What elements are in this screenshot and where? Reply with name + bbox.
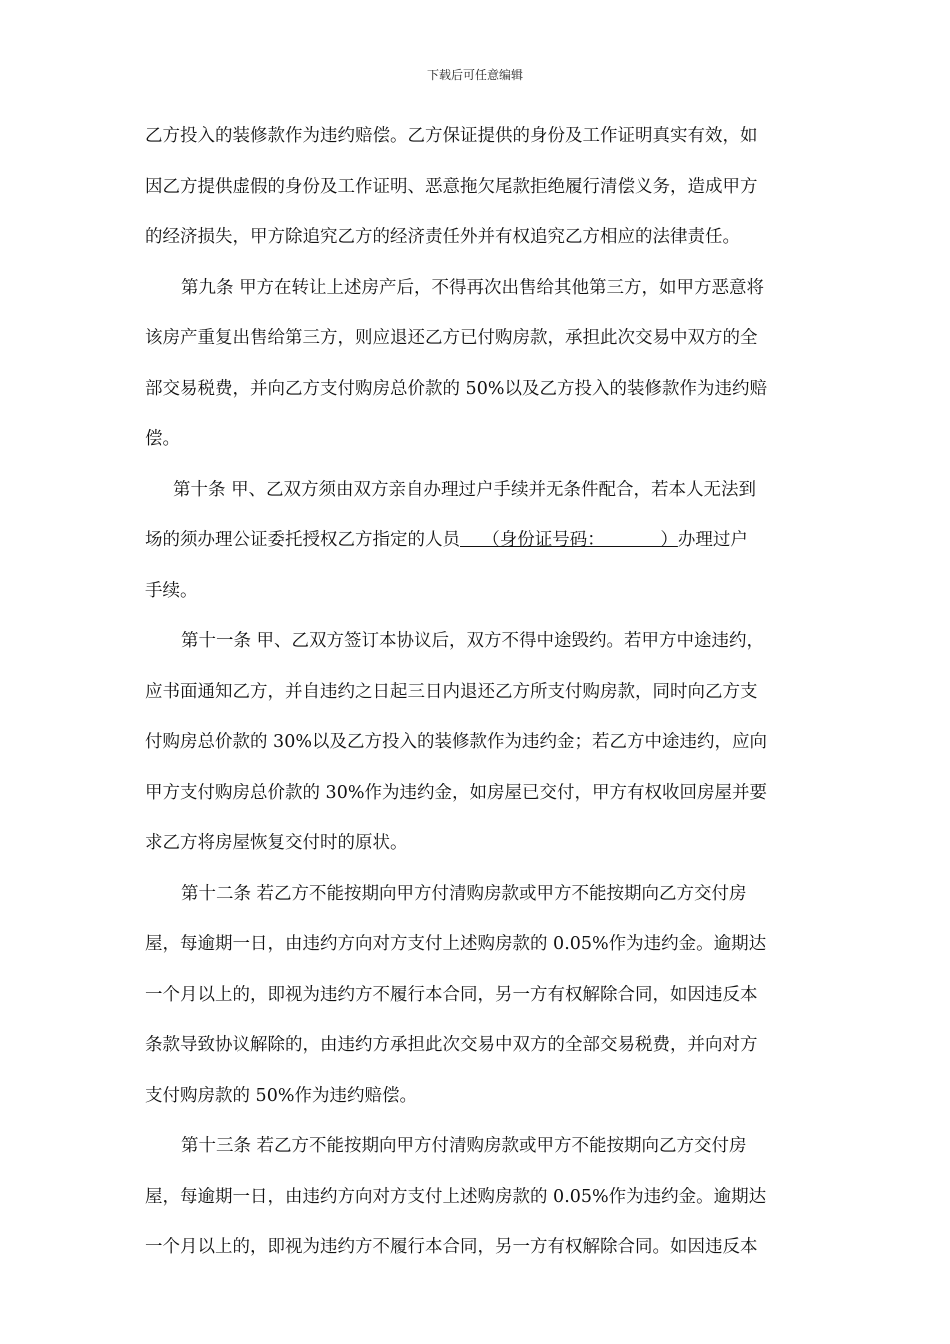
- line-text: 一个月以上的，即视为违约方不履行本合同，另一方有权解除合同，如因违反本: [145, 984, 758, 1005]
- text-line: [145, 825, 825, 876]
- text-line: [145, 573, 825, 624]
- line-text: 该房产重复出售给第三方，则应退还乙方已付购房款，承担此次交易中双方的全: [145, 328, 758, 348]
- underlined-blank: （身份证号码： ）: [460, 530, 678, 550]
- text-line: [145, 775, 825, 826]
- text-line: [145, 421, 825, 472]
- text-line: [145, 371, 825, 422]
- line-text: 办理过户: [677, 530, 748, 550]
- line-text: 第九条 甲方在转让上述房产后，不得再次出售给其他第三方，如甲方恶意将: [181, 277, 765, 298]
- line-text: 屋，每逾期一日，由违约方向对方支付上述购房款的 0.05%作为违约金。逾期达: [145, 1186, 767, 1207]
- line-text: 部交易税费，并向乙方支付购房总价款的 50%以及乙方投入的装修款作为违约赔: [145, 378, 767, 399]
- line-text: 应书面通知乙方，并自违约之日起三日内退还乙方所支付购房款，同时向乙方支: [145, 681, 758, 702]
- line-text: 付购房总价款的 30%以及乙方投入的装修款作为违约金；若乙方中途违约，应向: [145, 732, 767, 752]
- text-line: [145, 1128, 825, 1179]
- line-text: 第十三条 若乙方不能按期向甲方付清购房款或甲方不能按期向乙方交付房: [181, 1136, 747, 1156]
- text-line: [145, 977, 825, 1028]
- text-line: [145, 926, 825, 977]
- line-text: 手续。: [145, 580, 198, 601]
- text-line: [145, 674, 825, 725]
- line-text: 条款导致协议解除的，由违约方承担此次交易中双方的全部交易税费，并向对方: [145, 1035, 758, 1055]
- line-text: 求乙方将房屋恢复交付时的原状。: [145, 833, 408, 853]
- line-text: 支付购房款的 50%作为违约赔偿。: [145, 1085, 417, 1106]
- text-line: [145, 724, 825, 775]
- text-line: [145, 1027, 825, 1078]
- text-line: [145, 1078, 825, 1129]
- page-header: 下载后可任意编辑: [426, 68, 523, 82]
- text-line: [145, 169, 825, 220]
- text-line: [145, 118, 825, 169]
- line-text: 乙方投入的装修款作为违约赔偿。乙方保证提供的身份及工作证明真实有效，如: [145, 126, 758, 146]
- text-line: [145, 1229, 825, 1280]
- text-line: [145, 219, 825, 270]
- text-line: [145, 623, 825, 674]
- line-text: 一个月以上的，即视为违约方不履行本合同，另一方有权解除合同。如因违反本: [145, 1237, 758, 1257]
- line-text: 屋，每逾期一日，由违约方向对方支付上述购房款的 0.05%作为违约金。逾期达: [145, 934, 767, 954]
- line-text: 的经济损失，甲方除追究乙方的经济责任外并有权追究乙方相应的法律责任。: [145, 227, 740, 247]
- line-text: 第十一条 甲、乙双方签订本协议后，双方不得中途毁约。若甲方中途违约，: [181, 631, 765, 651]
- line-text: 因乙方提供虚假的身份及工作证明、恶意拖欠尾款拒绝履行清偿义务，造成甲方: [145, 176, 758, 197]
- text-line: [145, 320, 825, 371]
- line-text: 场的须办理公证委托授权乙方指定的人员: [145, 530, 460, 550]
- text-line: [145, 270, 825, 321]
- line-text: 偿。: [145, 429, 180, 449]
- line-text: 甲方支付购房总价款的 30%作为违约金，如房屋已交付，甲方有权收回房屋并要: [145, 782, 767, 803]
- text-line: [145, 522, 825, 573]
- line-text: 第十条 甲、乙双方须由双方亲自办理过户手续并无条件配合，若本人无法到: [173, 479, 757, 500]
- document-body: [145, 118, 825, 1280]
- line-text: 第十二条 若乙方不能按期向甲方付清购房款或甲方不能按期向乙方交付房: [181, 883, 747, 904]
- text-line: [145, 876, 825, 927]
- text-line: [145, 1179, 825, 1230]
- text-line: [145, 472, 825, 523]
